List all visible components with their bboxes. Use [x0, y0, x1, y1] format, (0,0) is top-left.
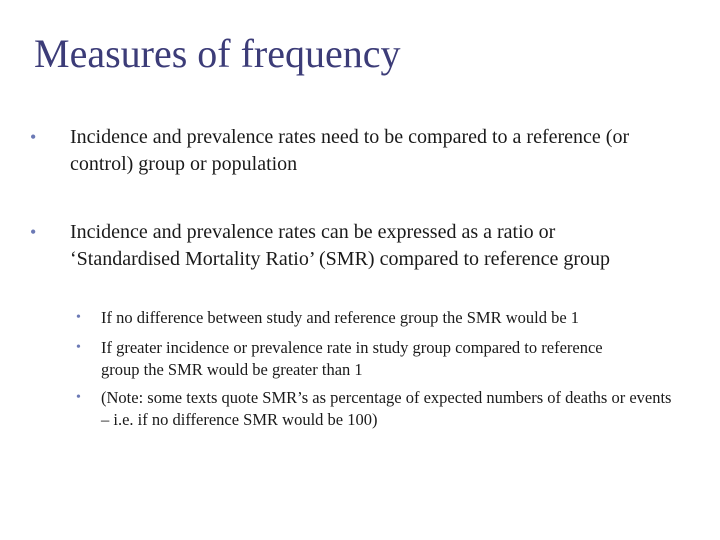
sub-bullet-marker: •: [76, 390, 81, 405]
bullet-2: [30, 219, 680, 301]
bullet-marker: •: [30, 127, 37, 147]
sub-bullet-text: If greater incidence or prevalence rate in study group compared to reference group the SMR would be greater than 1: [101, 338, 603, 379]
sub-bullet-marker: •: [76, 340, 81, 355]
sub-bullet-1: [76, 307, 696, 329]
sub-bullet-2: [76, 337, 696, 381]
sub-bullet-marker: •: [76, 310, 81, 325]
bullet-text: Incidence and prevalence rates need to be compared to a reference (or control) group or population: [70, 126, 630, 175]
bullet-marker: •: [30, 222, 37, 242]
sub-bullet-text: (Note: some texts quote SMR’s as percentage of expected numbers of deaths or events – i.e. if no difference SMR would be 100): [101, 388, 672, 429]
bullet-text: Incidence and prevalence rates can be expressed as a ratio or ‘Standardised Mortality Ratio’ (SMR) compared to reference group: [70, 221, 611, 270]
sub-bullet-text: If no difference between study and reference group the SMR would be 1: [101, 308, 580, 327]
bullet-1: [30, 124, 680, 180]
slide-title: Measures of frequency: [34, 31, 401, 76]
sub-bullet-3: [76, 387, 696, 431]
